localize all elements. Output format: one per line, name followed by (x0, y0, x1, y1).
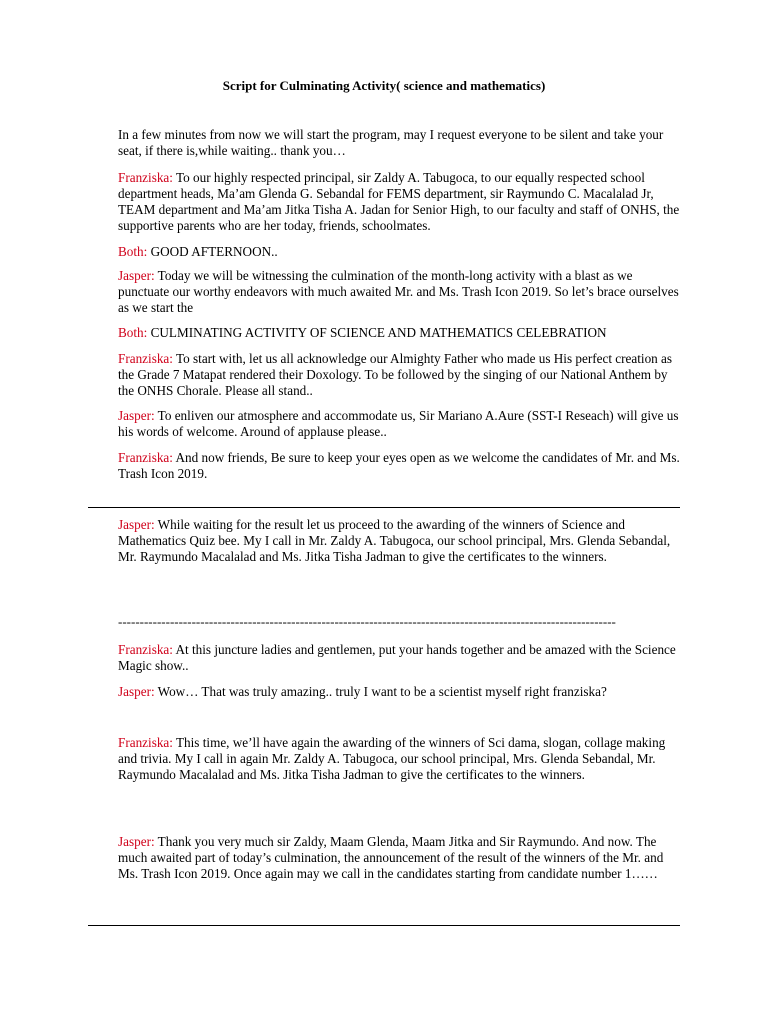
paragraph-both-celebration (118, 325, 684, 341)
speaker-label: Franziska: (118, 450, 173, 465)
speaker-label: Jasper: (118, 268, 155, 283)
paragraph-franziska-magic-show (118, 642, 684, 674)
paragraph-franziska-greeting (118, 170, 684, 234)
paragraph-text: In a few minutes from now we will start the program, may I request everyone to be silent and take your seat, if there is,while waiting.. thank you… (118, 127, 664, 158)
paragraph-jasper-welcome (118, 408, 684, 440)
paragraph-intro (118, 127, 684, 159)
speaker-label: Jasper: (118, 408, 155, 423)
speaker-label: Franziska: (118, 642, 173, 657)
horizontal-rule (88, 925, 680, 926)
paragraph-text: Thank you very much sir Zaldy, Maam Glenda, Maam Jitka and Sir Raymundo. And now. The much awaited part of today’s culmination, the announcement of the result of the winners of the Mr. and Ms. Trash Icon 2019. Once again may we call in the candidates starting from candidate number 1…… (118, 834, 664, 881)
speaker-label: Jasper: (118, 834, 155, 849)
paragraph-text: While waiting for the result let us proceed to the awarding of the winners of Science and Mathematics Quiz bee. My I call in Mr. Zaldy A. Tabugoca, our school principal, Mrs. Glenda Sebandal, Mr. Raymundo Macalalad and Ms. Jitka Tisha Jadman to give the certificates to the winners. (118, 517, 671, 564)
paragraph-text: To our highly respected principal, sir Zaldy A. Tabugoca, to our equally respected school department heads, Ma’am Glenda G. Sebandal for FEMS department, sir Raymundo C. Macalalad Jr, TEAM department and Ma’am Jitka Tisha A. Jadan for Senior High, to our faculty and staff of ONHS, the supportive parents who are her today, friends, schoolmates. (118, 170, 680, 233)
paragraph-text: To start with, let us all acknowledge our Almighty Father who made us His perfect creation as the Grade 7 Matapat rendered their Doxology. To be followed by the singing of our National Anthem by the ONHS Chorale. Please all stand.. (118, 351, 673, 398)
paragraph-text: Wow… That was truly amazing.. truly I want to be a scientist myself right franziska? (154, 684, 607, 699)
dashed-separator: ------------------------------------------------------------------------------------------------------------------- (118, 614, 616, 629)
paragraph-jasper-culmination (118, 268, 684, 316)
speaker-label: Franziska: (118, 351, 173, 366)
paragraph-jasper-wow (118, 684, 684, 700)
speaker-label: Both: (118, 325, 148, 340)
paragraph-franziska-sci-dama (118, 735, 684, 783)
paragraph-text: GOOD AFTERNOON.. (147, 244, 278, 259)
paragraph-text: Today we will be witnessing the culmination of the month-long activity with a blast as we punctuate our worthy endeavors with much awaited Mr. and Ms. Trash Icon 2019. So let’s brace ourselves as we start the (118, 268, 679, 315)
paragraph-text: To enliven our atmosphere and accommodate us, Sir Mariano A.Aure (SST-I Reseach) will give us his words of welcome. Around of applause please.. (118, 408, 679, 439)
speaker-label: Franziska: (118, 170, 173, 185)
paragraph-franziska-candidates (118, 450, 684, 482)
paragraph-text: At this juncture ladies and gentlemen, put your hands together and be amazed with the Science Magic show.. (118, 642, 676, 673)
paragraph-text: CULMINATING ACTIVITY OF SCIENCE AND MATHEMATICS CELEBRATION (147, 325, 607, 340)
paragraph-jasper-announcement (118, 834, 684, 882)
speaker-label: Jasper: (118, 517, 155, 532)
paragraph-text: This time, we’ll have again the awarding of the winners of Sci dama, slogan, collage making and trivia. My I call in again Mr. Zaldy A. Tabugoca, our school principal, Mrs. Glenda Sebandal, Mr. Raymundo Macalalad and Ms. Jitka Tisha Jadman to give the certificates to the winners. (118, 735, 666, 782)
speaker-label: Both: (118, 244, 148, 259)
horizontal-rule (88, 507, 680, 508)
paragraph-jasper-quiz-bee (118, 517, 684, 565)
document-title: Script for Culminating Activity( science and mathematics) (222, 78, 546, 93)
paragraph-both-good-afternoon (118, 244, 684, 260)
paragraph-franziska-doxology (118, 351, 684, 399)
speaker-label: Franziska: (118, 735, 173, 750)
paragraph-text: And now friends, Be sure to keep your eyes open as we welcome the candidates of Mr. and Ms. Trash Icon 2019. (118, 450, 680, 481)
speaker-label: Jasper: (118, 684, 155, 699)
